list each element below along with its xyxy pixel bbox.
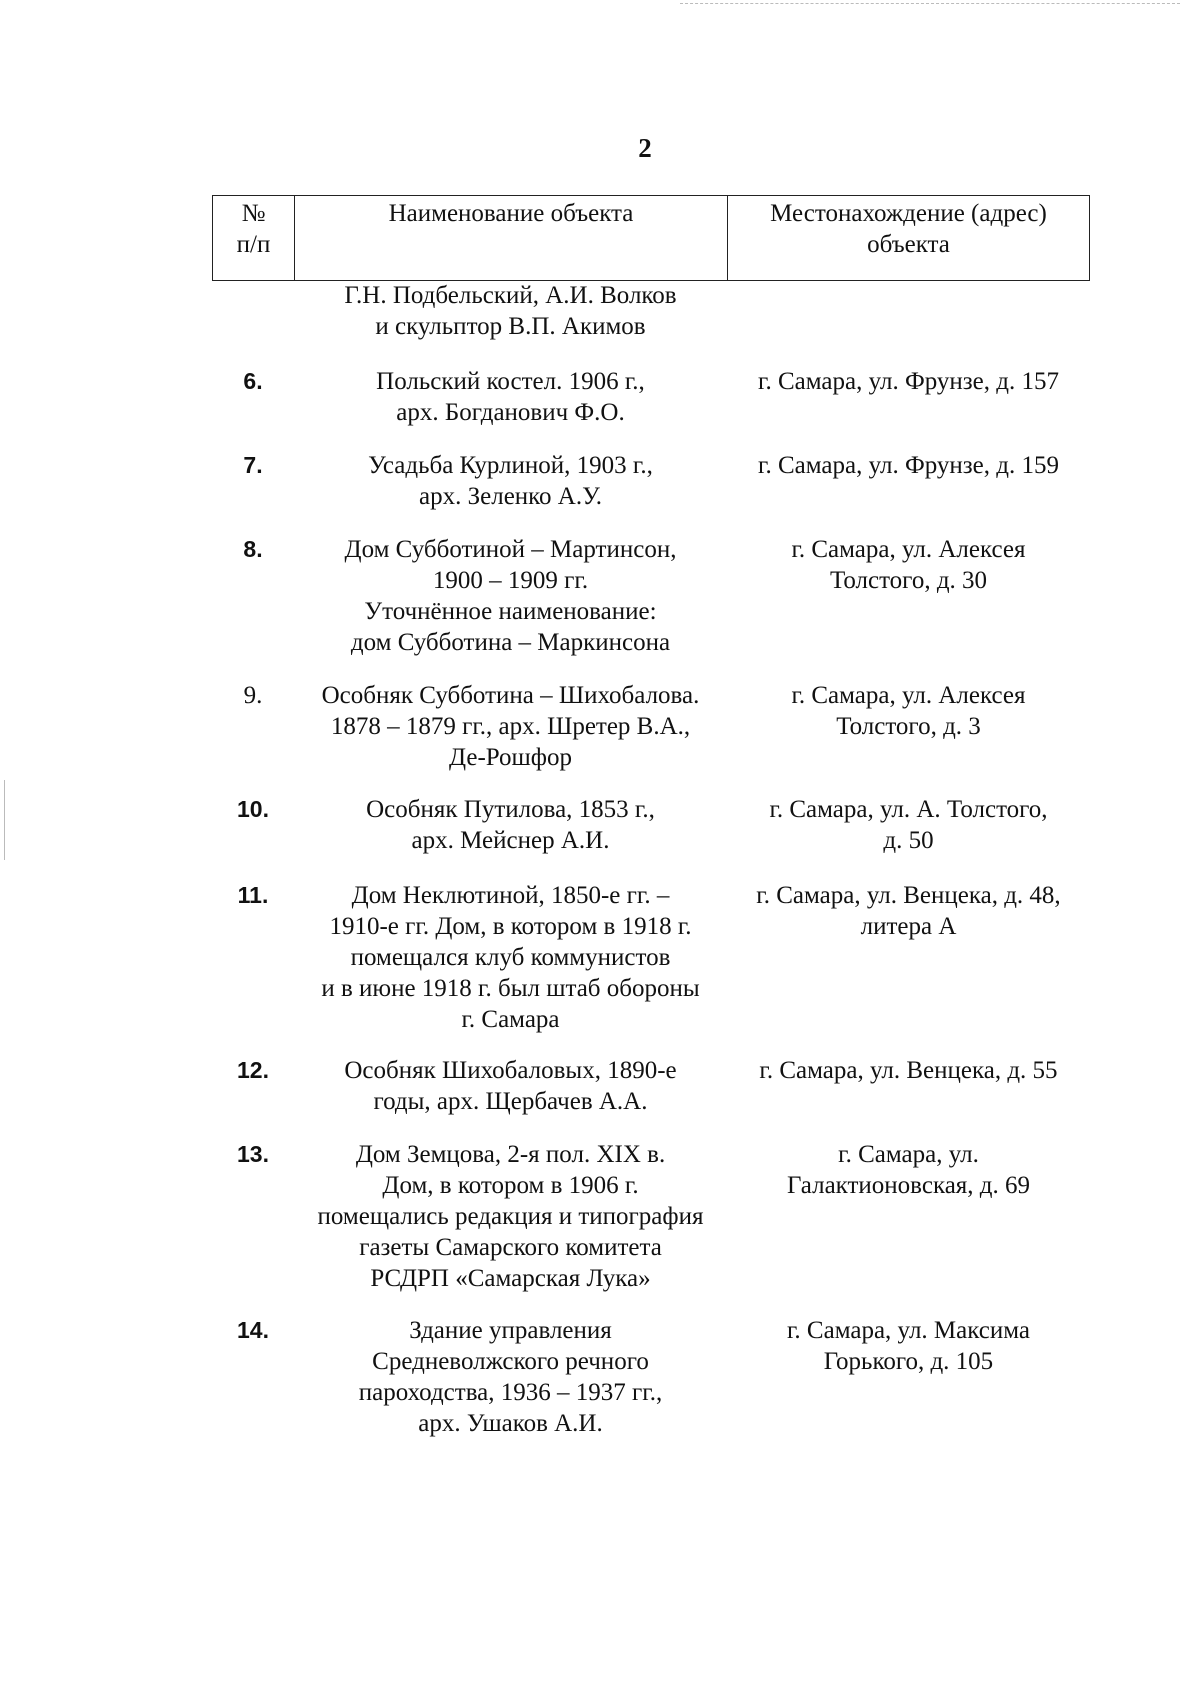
header-name-column (295, 196, 728, 280)
object-address: г. Самара, ул. А. Толстого, д. 50 (769, 796, 1048, 854)
object-name: Особняк Субботина – Шихобалова. 1878 – 1879 гг., арх. Шретер В.А., Де-Рошфор (321, 682, 700, 771)
row-number: 6. (243, 368, 263, 394)
object-address: г. Самара, ул. Фрунзе, д. 159 (758, 452, 1059, 479)
page-number: 2 (638, 133, 652, 163)
header-number-label: № п/п (236, 200, 271, 258)
object-address: г. Самара, ул. Венцека, д. 55 (759, 1057, 1058, 1084)
header-number-column (213, 196, 295, 280)
object-name: Дом Неклютиной, 1850-е гг. – 1910-е гг. Дом, в котором в 1918 г. помещался клуб коммунистов и в июне 1918 г. был штаб обороны г. Самара (321, 882, 700, 1033)
scan-margin-mark (4, 780, 5, 860)
header-address-column (728, 196, 1089, 280)
scan-edge-mark (680, 3, 1180, 5)
object-name: Здание управления Средневолжского речного пароходства, 1936 – 1937 гг., арх. Ушаков А.И. (358, 1317, 663, 1437)
object-name: Особняк Путилова, 1853 г., арх. Мейснер А.И. (366, 796, 655, 854)
object-address: г. Самара, ул. Алексея Толстого, д. 30 (791, 536, 1026, 594)
row-number: 7. (243, 452, 263, 478)
row-number: 11. (237, 882, 269, 908)
row-number: 10. (237, 796, 269, 822)
object-name: Г.Н. Подбельский, А.И. Волков и скульптор В.П. Акимов (344, 282, 677, 340)
table-header (212, 195, 1090, 281)
object-address: г. Самара, ул. Максима Горького, д. 105 (787, 1317, 1030, 1375)
object-address: г. Самара, ул. Фрунзе, д. 157 (758, 368, 1059, 395)
row-number: 9. (243, 682, 263, 709)
object-name: Усадьба Курлиной, 1903 г., арх. Зеленко А.У. (368, 452, 653, 510)
object-address: г. Самара, ул. Алексея Толстого, д. 3 (791, 682, 1026, 740)
row-number: 8. (243, 536, 263, 562)
row-number: 12. (237, 1057, 269, 1083)
header-name-label: Наименование объекта (388, 200, 634, 227)
object-name: Особняк Шихобаловых, 1890-е годы, арх. Щербачев А.А. (344, 1057, 677, 1115)
object-name: Дом Земцова, 2-я пол. XIX в. Дом, в котором в 1906 г. помещались редакция и типография газеты Самарского комитета РСДРП «Самарская Лука» (317, 1141, 704, 1292)
row-number: 13. (237, 1141, 269, 1167)
header-address-label: Местонахождение (адрес) объекта (770, 200, 1047, 258)
object-name: Дом Субботиной – Мартинсон, 1900 – 1909 гг. Уточнённое наименование: дом Субботина – Маркинсона (344, 536, 677, 656)
object-address: г. Самара, ул. Венцека, д. 48, литера А (756, 882, 1061, 940)
object-address: г. Самара, ул. Галактионовская, д. 69 (786, 1141, 1031, 1199)
object-name: Польский костел. 1906 г., арх. Богданович Ф.О. (376, 368, 645, 426)
row-number: 14. (237, 1317, 269, 1343)
